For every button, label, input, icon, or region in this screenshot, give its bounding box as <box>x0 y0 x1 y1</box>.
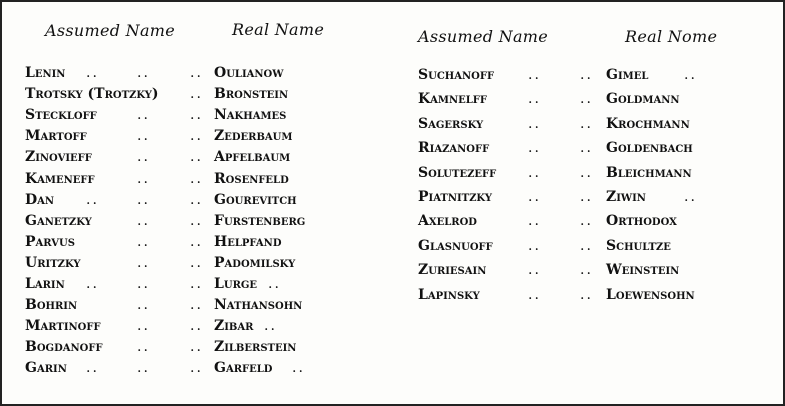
assumed-name: Glasnuoff <box>418 237 493 254</box>
leader-dots: .. <box>528 189 541 205</box>
real-name: Apfelbaum <box>214 149 291 166</box>
assumed-name: Sagersky <box>418 115 484 132</box>
left-assumed-name-header: Assumed Name <box>45 21 176 40</box>
name-row <box>0 88 785 110</box>
name-row <box>0 235 785 257</box>
assumed-name: Dan <box>25 191 55 208</box>
leader-dots: .. <box>137 149 150 166</box>
real-name: Bronstein <box>214 86 289 103</box>
leader-dots: .. <box>528 286 541 303</box>
name-row <box>0 113 785 135</box>
leader-dots: .. <box>86 276 99 292</box>
real-name: Krochmann <box>606 115 690 132</box>
leader-dots: .. <box>137 128 150 145</box>
assumed-name: Piatnitzky <box>418 189 492 205</box>
real-name: Loewensohn <box>606 286 695 303</box>
leader-dots: .. <box>528 140 541 157</box>
real-name: Zilberstein <box>214 339 297 356</box>
leader-dots: .. <box>528 213 541 230</box>
leader-dots: .. <box>137 107 150 124</box>
leader-dots: .. <box>190 360 203 377</box>
assumed-name: Parvus <box>25 233 75 250</box>
real-name: Padomilsky <box>214 254 296 271</box>
leader-dots: .. <box>580 262 593 279</box>
leader-dots: .. <box>528 237 541 254</box>
name-row <box>0 259 785 281</box>
name-row <box>0 162 785 184</box>
real-name: Bleichmann <box>606 164 692 181</box>
leader-dots: .. <box>268 276 281 292</box>
leader-dots: .. <box>86 360 99 377</box>
assumed-name: Kamnelff <box>418 91 487 108</box>
leader-dots: .. <box>190 297 203 314</box>
assumed-name: Ganetzky <box>25 212 92 229</box>
assumed-name: Martinoff <box>25 318 101 335</box>
left-real-name-header: Real Name <box>232 20 325 39</box>
leader-dots: .. <box>528 91 541 108</box>
leader-dots: .. <box>580 213 593 230</box>
real-name: Ziwin <box>606 189 646 205</box>
name-row <box>0 284 785 306</box>
leader-dots: .. <box>292 360 305 377</box>
real-name: Nathansohn <box>214 297 303 314</box>
leader-dots: .. <box>580 140 593 157</box>
leader-dots: .. <box>190 339 203 356</box>
leader-dots: .. <box>190 149 203 166</box>
leader-dots: .. <box>190 233 203 250</box>
leader-dots: .. <box>137 212 150 229</box>
leader-dots: .. <box>137 276 150 292</box>
leader-dots: .. <box>190 128 203 145</box>
assumed-name: Martoff <box>25 128 87 145</box>
leader-dots: .. <box>137 318 150 335</box>
assumed-name: Solutezeff <box>418 164 497 181</box>
real-name: Zederbaum <box>214 128 293 145</box>
assumed-name: Zuriesain <box>418 262 487 279</box>
leader-dots: .. <box>86 65 99 81</box>
leader-dots: .. <box>528 115 541 132</box>
name-row <box>0 64 785 86</box>
name-row <box>0 315 785 337</box>
leader-dots: .. <box>580 237 593 254</box>
assumed-name: Kameneff <box>25 170 95 187</box>
right-real-name-header: Real Nome <box>625 27 718 46</box>
leader-dots: .. <box>580 115 593 132</box>
real-name: Orthodox <box>606 213 677 230</box>
leader-dots: .. <box>580 67 593 83</box>
assumed-name: Lapinsky <box>418 286 480 303</box>
real-name: Gimel <box>606 67 649 83</box>
leader-dots: .. <box>137 254 150 271</box>
leader-dots: .. <box>580 164 593 181</box>
real-name: Gourevitch <box>214 191 297 208</box>
name-row <box>0 357 785 379</box>
real-name: Rosenfeld <box>214 170 289 187</box>
real-name: Zibar <box>214 318 254 335</box>
leader-dots: .. <box>528 262 541 279</box>
name-row <box>0 137 785 159</box>
leader-dots: .. <box>137 170 150 187</box>
leader-dots: .. <box>137 360 150 377</box>
assumed-name: Zinovieff <box>25 149 92 166</box>
leader-dots: .. <box>190 107 203 124</box>
leader-dots: .. <box>580 286 593 303</box>
leader-dots: .. <box>580 91 593 108</box>
assumed-name: Steckloff <box>25 107 97 124</box>
leader-dots: .. <box>137 191 150 208</box>
leader-dots: .. <box>528 67 541 83</box>
assumed-name: Uritzky <box>25 254 81 271</box>
name-row <box>0 336 785 358</box>
leader-dots: .. <box>190 170 203 187</box>
leader-dots: .. <box>190 86 203 103</box>
real-name: Goldmann <box>606 91 680 108</box>
real-name: Helpfand <box>214 233 282 250</box>
name-row <box>0 186 785 208</box>
leader-dots: .. <box>684 67 697 83</box>
leader-dots: .. <box>86 191 99 208</box>
leader-dots: .. <box>190 318 203 335</box>
assumed-name: Axelrod <box>418 213 477 230</box>
leader-dots: .. <box>137 233 150 250</box>
assumed-name: Garin <box>25 360 67 377</box>
real-name: Goldenbach <box>606 140 693 157</box>
leader-dots: .. <box>137 297 150 314</box>
leader-dots: .. <box>684 189 697 205</box>
real-name: Furstenberg <box>214 212 306 229</box>
real-name: Schultze <box>606 237 671 254</box>
real-name: Garfeld <box>214 360 273 377</box>
leader-dots: .. <box>137 339 150 356</box>
leader-dots: .. <box>580 189 593 205</box>
name-row <box>0 210 785 232</box>
real-name: Oulianow <box>214 65 284 81</box>
leader-dots: .. <box>528 164 541 181</box>
leader-dots: .. <box>190 65 203 81</box>
right-assumed-name-header: Assumed Name <box>418 27 549 46</box>
leader-dots: .. <box>190 276 203 292</box>
leader-dots: .. <box>190 191 203 208</box>
leader-dots: .. <box>190 212 203 229</box>
assumed-name: Trotsky (Trotzky) <box>25 86 159 103</box>
assumed-name: Bohrin <box>25 297 78 314</box>
real-name: Nakhames <box>214 107 287 124</box>
assumed-name: Riazanoff <box>418 140 490 157</box>
leader-dots: .. <box>264 318 277 335</box>
real-name: Weinstein <box>606 262 680 279</box>
assumed-name: Suchanoff <box>418 67 495 83</box>
real-name: Lurge <box>214 276 258 292</box>
leader-dots: .. <box>137 65 150 81</box>
leader-dots: .. <box>190 254 203 271</box>
assumed-name: Bogdanoff <box>25 339 103 356</box>
assumed-name: Larin <box>25 276 65 292</box>
assumed-name: Lenin <box>25 65 66 81</box>
